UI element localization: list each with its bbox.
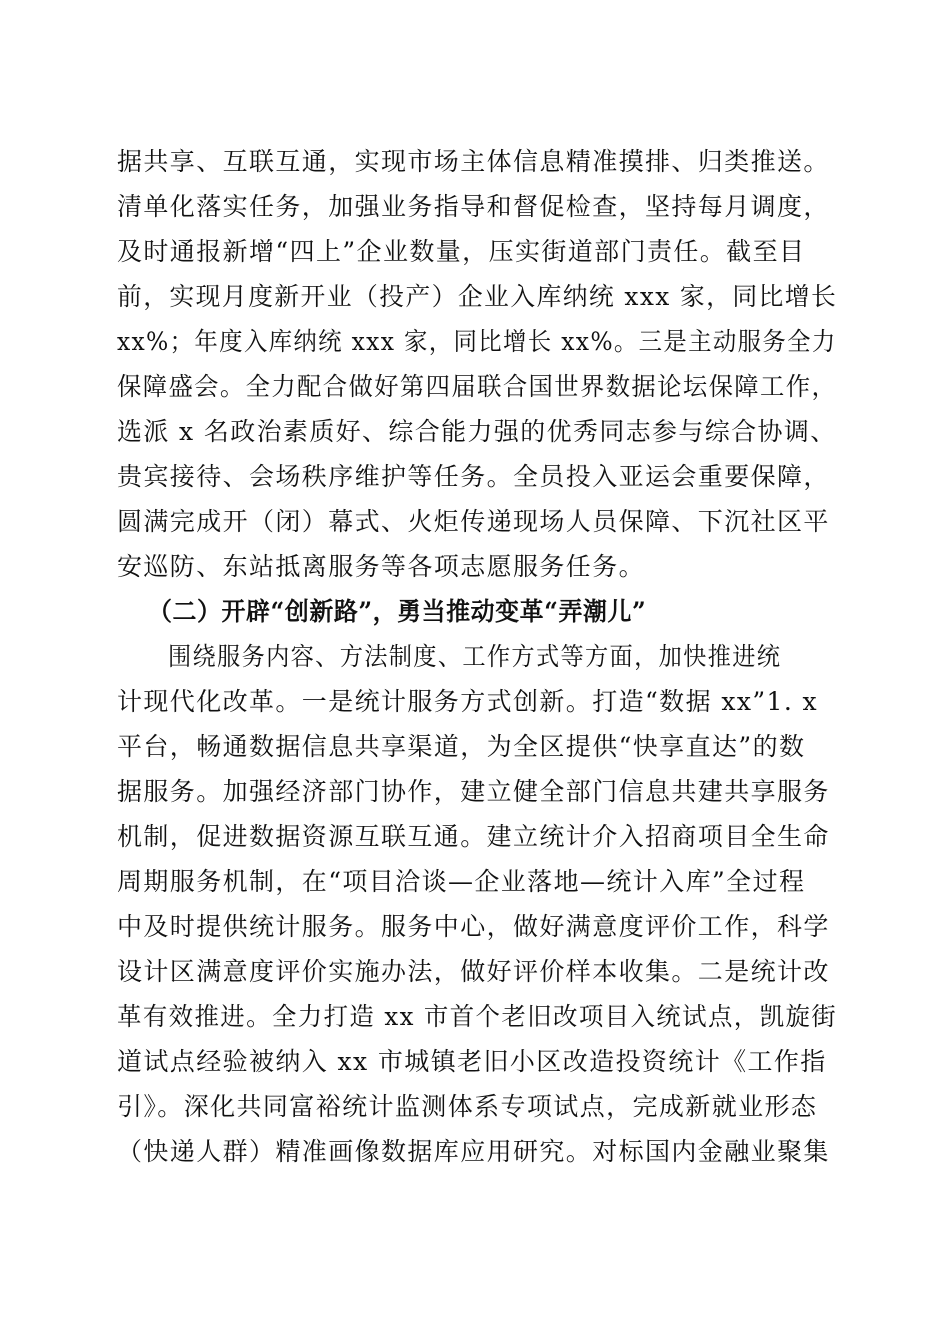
body-line-12: 围绕服务内容、方法制度、工作方式等方面，加快推进统: [168, 642, 782, 671]
body-line-7: 选派 x 名政治素质好、综合能力强的优秀同志参与综合协调、: [117, 417, 837, 446]
body-line-2: 清单化落实任务，加强业务指导和督促检查，坚持每月调度，: [117, 192, 830, 221]
body-line-9: 圆满完成开（闭）幕式、火炬传递现场人员保障、下沉社区平: [117, 507, 830, 536]
body-line-1: 据共享、互联互通，实现市场主体信息精准摸排、归类推送。: [117, 147, 830, 176]
body-line-13: 计现代化改革。一是统计服务方式创新。打造“数据 xx”1. x: [117, 687, 819, 716]
body-line-21: 道试点经验被纳入 xx 市城镇老旧小区改造投资统计《工作指: [117, 1047, 827, 1076]
section-heading: （二）开辟“创新路”，勇当推动变革“弄潮儿”: [148, 597, 647, 626]
body-line-19: 设计区满意度评价实施办法，做好评价样本收集。二是统计改: [117, 957, 830, 986]
body-line-20: 革有效推进。全力打造 xx 市首个老旧改项目入统试点，凯旋街: [117, 1002, 838, 1031]
body-line-5: xx%；年度入库纳统 xxx 家，同比增长 xx%。三是主动服务全力: [117, 327, 837, 356]
body-line-3: 及时通报新增“四上”企业数量，压实街道部门责任。截至目: [117, 237, 806, 266]
body-line-17: 周期服务机制，在“项目洽谈—企业落地—统计入库”全过程: [117, 867, 806, 896]
body-line-15: 据服务。加强经济部门协作，建立健全部门信息共建共享服务: [117, 777, 830, 806]
body-line-10: 安巡防、东站抵离服务等各项志愿服务任务。: [117, 552, 646, 581]
body-line-14: 平台，畅通数据信息共享渠道，为全区提供“快享直达”的数: [117, 732, 806, 761]
body-line-6: 保障盛会。全力配合做好第四届联合国世界数据论坛保障工作，: [117, 372, 838, 401]
body-line-18: 中及时提供统计服务。服务中心，做好满意度评价工作，科学: [117, 912, 830, 941]
body-line-16: 机制，促进数据资源互联互通。建立统计介入招商项目全生命: [117, 822, 830, 851]
body-line-23: （快递人群）精准画像数据库应用研究。对标国内金融业聚集: [117, 1137, 830, 1166]
body-line-22: 引》。深化共同富裕统计监测体系专项试点，完成新就业形态: [117, 1092, 818, 1121]
body-line-8: 贵宾接待、会场秩序维护等任务。全员投入亚运会重要保障，: [117, 462, 830, 491]
body-line-4: 前，实现月度新开业（投产）企业入库纳统 xxx 家，同比增长: [117, 282, 838, 311]
